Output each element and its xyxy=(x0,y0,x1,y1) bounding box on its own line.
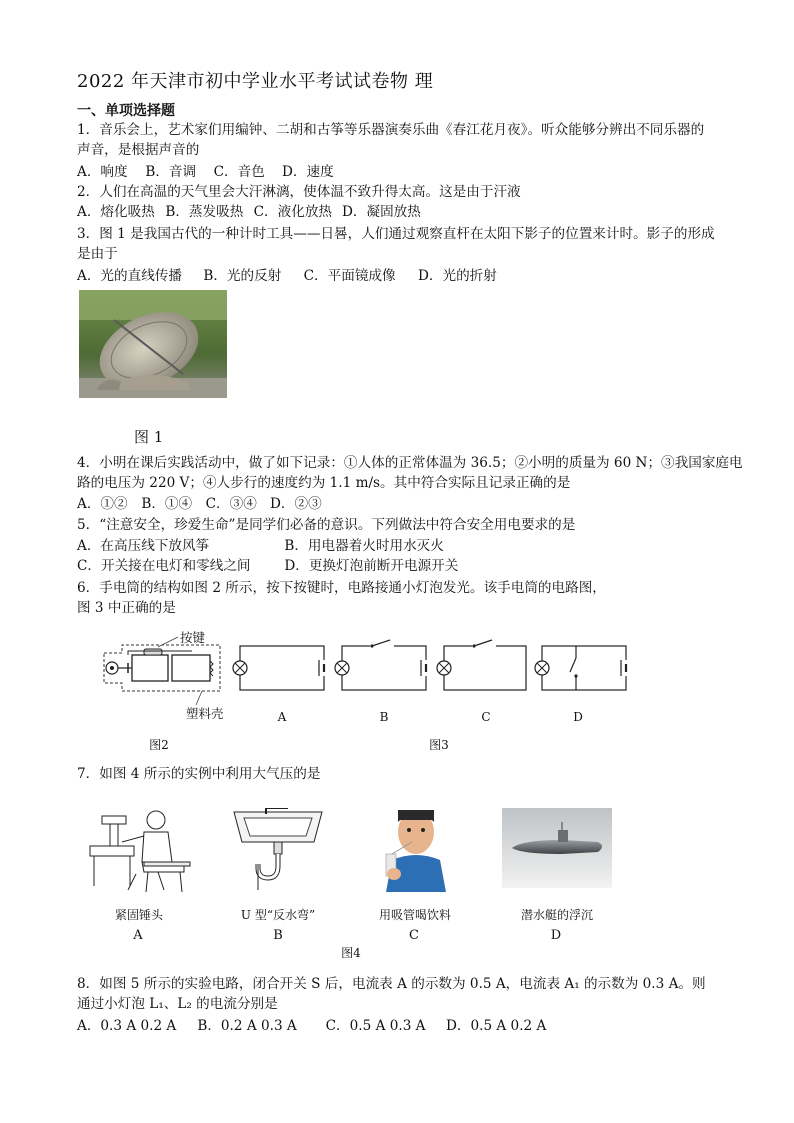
circuit-label-b: B xyxy=(379,710,389,724)
figure-4-label: 图4 xyxy=(341,946,361,960)
flashlight-shell-label: 塑料壳 xyxy=(186,706,224,721)
q4-option-d: D．②③ xyxy=(269,496,322,512)
q1-option-b: B．音调 xyxy=(145,164,197,180)
circuit-b xyxy=(335,640,432,690)
q1-line2: 声音，是根据声音的 xyxy=(77,142,200,158)
circuit-diagrams xyxy=(230,636,630,700)
fig4-caption-a: 紧固锤头 xyxy=(114,908,163,922)
circuit-c xyxy=(437,640,526,690)
fig4-caption-c: 用吸管喝饮料 xyxy=(378,908,451,922)
q3-options xyxy=(77,266,497,286)
q8-line2: 通过小灯泡 L₁、L₂ 的电流分别是 xyxy=(77,996,278,1012)
circuit-a xyxy=(233,646,330,690)
q3-option-d: D．光的折射 xyxy=(417,268,497,284)
q8-line1: 8．如图 5 所示的实验电路，闭合开关 S 后，电流表 A 的示数为 0.5 A，电流表 A₁ 的示数为 0.3 A。则 xyxy=(77,976,706,992)
q3-line2: 是由于 xyxy=(77,246,118,262)
section-heading: 一、单项选择题 xyxy=(77,103,175,119)
q3-line1: 3．图 1 是我国古代的一种计时工具——日晷，人们通过观察直杆在太阳下影子的位置来计时。影子的形成 xyxy=(77,226,715,242)
fig4-caption-b: U 型“反水弯” xyxy=(240,908,316,922)
q6-line2: 图 3 中正确的是 xyxy=(77,600,176,616)
circuit-label-a: A xyxy=(277,710,287,724)
q1-option-d: D．速度 xyxy=(281,164,334,180)
page-title: 2022 年天津市初中学业水平考试试卷物 理 xyxy=(77,71,434,92)
q3-option-b: B．光的反射 xyxy=(203,268,282,284)
q4-option-a: A．①② xyxy=(77,496,128,512)
sink-trap-illustration xyxy=(230,808,326,890)
q4-option-b: B．①④ xyxy=(141,496,193,512)
q2-option-a: A．熔化吸热 xyxy=(77,204,155,220)
boy-drinking-photo xyxy=(376,800,456,892)
fig4-letter-a: A xyxy=(133,928,143,943)
q4-line2: 路的电压为 220 V；④人步行的速度约为 1.1 m/s。其中符合实际且记录正确的是 xyxy=(77,475,571,491)
q2-line1: 2．人们在高温的天气里会大汗淋漓，使体温不致升得太高。这是由于汗液 xyxy=(77,184,521,200)
fig4-letter-b: B xyxy=(273,928,283,943)
hammer-man-illustration xyxy=(84,802,192,894)
q1-line1: 1．音乐会上，艺术家们用编钟、二胡和古筝等乐器演奏乐曲《春江花月夜》。听众能够分辨出不同乐器的 xyxy=(77,122,705,138)
circuit-label-d: D xyxy=(573,710,583,724)
q2-option-d: D．凝固放热 xyxy=(341,204,421,220)
fig4-letter-c: C xyxy=(409,928,419,943)
sundial-photo xyxy=(79,290,227,398)
q4-line1: 4．小明在课后实践活动中，做了如下记录：①人体的正常体温为 36.5；②小明的质量为 60 N；③我国家庭电 xyxy=(77,455,743,471)
fig4-letter-d: D xyxy=(550,928,562,943)
circuit-d xyxy=(535,646,630,690)
q4-option-c: C．③④ xyxy=(205,496,257,512)
fig4-caption-d: 潜水艇的浮沉 xyxy=(520,908,593,922)
q5-option-c: C．开关接在电灯和零线之间 xyxy=(77,558,251,574)
flashlight-key-label: 按键 xyxy=(180,630,206,645)
q8-option-d: D．0.5 A 0.2 A xyxy=(445,1018,547,1034)
q5-option-a: A．在高压线下放风筝 xyxy=(77,538,210,554)
q5-line1: 5．“注意安全，珍爱生命”是同学们必备的意识。下列做法中符合安全用电要求的是 xyxy=(77,517,576,533)
submarine-photo xyxy=(502,808,612,888)
q3-option-a: A．光的直线传播 xyxy=(77,268,182,284)
q7-line1: 7．如图 4 所示的实例中利用大气压的是 xyxy=(77,766,321,782)
q2-options xyxy=(77,202,421,222)
q8-option-c: C．0.5 A 0.3 A xyxy=(325,1018,426,1034)
q8-options xyxy=(77,1016,546,1036)
figure-2-label: 图2 xyxy=(149,738,169,752)
q8-option-a: A．0.3 A 0.2 A xyxy=(77,1018,177,1034)
figure-3-label: 图3 xyxy=(429,738,449,752)
q1-option-c: C．音色 xyxy=(213,164,265,180)
circuit-label-c: C xyxy=(481,710,491,724)
figure-1-label: 图 1 xyxy=(134,428,164,446)
q2-option-b: B．蒸发吸热 xyxy=(165,204,244,220)
q6-line1: 6．手电筒的结构如图 2 所示，按下按键时，电路接通小灯泡发光。该手电筒的电路图， xyxy=(77,580,606,596)
q1-option-a: A．响度 xyxy=(77,164,128,180)
q1-options xyxy=(77,162,334,182)
q8-option-b: B．0.2 A 0.3 A xyxy=(197,1018,297,1034)
q5-option-b: B．用电器着火时用水灭火 xyxy=(284,538,444,554)
q3-option-c: C．平面镜成像 xyxy=(303,268,396,284)
q4-options xyxy=(77,494,322,514)
q5-option-d: D．更换灯泡前断开电源开关 xyxy=(284,558,459,574)
q5-options-row2 xyxy=(77,556,458,576)
q2-option-c: C．液化放热 xyxy=(253,204,333,220)
q5-options-row1 xyxy=(77,536,444,556)
